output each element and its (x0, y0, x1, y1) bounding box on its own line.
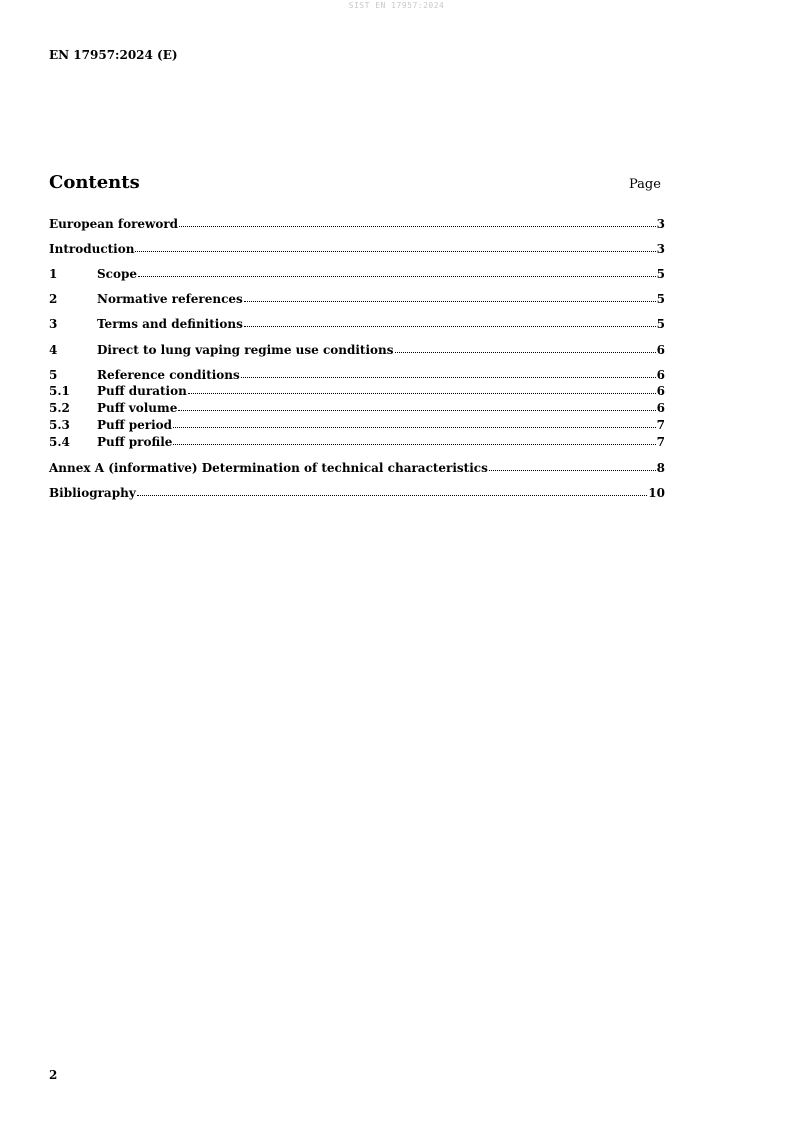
dot-leader (241, 367, 656, 378)
toc-entry-reference-conditions[interactable] (49, 367, 665, 383)
toc-entry-terms-and-definitions[interactable] (49, 316, 665, 332)
toc-entry-use-conditions[interactable] (49, 342, 665, 358)
toc-entry-page: 6 (656, 368, 665, 382)
toc-entry-page: 6 (656, 401, 665, 415)
toc-entry-title: Introduction (49, 242, 135, 256)
toc-entry-puff-volume[interactable] (49, 400, 665, 416)
toc-entry-title: Puff period (97, 418, 173, 432)
toc-entry-title: Bibliography (49, 486, 136, 500)
toc-entry-number: 1 (49, 267, 58, 281)
toc-entry-number: 2 (49, 292, 58, 306)
toc-entry-page: 10 (648, 486, 665, 500)
dot-leader (178, 400, 655, 411)
toc-entry-european-foreword[interactable] (49, 216, 665, 232)
dot-leader (138, 266, 656, 277)
toc-entry-page: 7 (656, 418, 665, 432)
toc-entry-title: Scope (97, 267, 138, 281)
dot-leader (395, 342, 656, 353)
dot-leader (135, 241, 655, 252)
toc-entry-title: Direct to lung vaping regime use conditions (97, 343, 394, 357)
toc-entry-puff-duration[interactable] (49, 383, 665, 399)
watermark: SIST EN 17957:2024 (348, 1, 445, 10)
toc-entry-bibliography[interactable] (49, 485, 665, 501)
toc-entry-page: 5 (656, 267, 665, 281)
toc-entry-number: 5.3 (49, 418, 70, 432)
dot-leader (173, 434, 655, 445)
toc-entry-introduction[interactable] (49, 241, 665, 257)
dot-leader (244, 316, 656, 327)
toc-entry-number: 5.4 (49, 435, 70, 449)
toc-entry-title: Normative references (97, 292, 243, 306)
toc-entry-title: Annex A (informative) Determination of technical characteristics (49, 461, 488, 475)
toc-entry-scope[interactable] (49, 266, 665, 282)
page-column-label: Page (629, 177, 661, 192)
toc-entry-page: 7 (656, 435, 665, 449)
contents-heading: Contents (49, 172, 140, 193)
toc-entry-puff-profile[interactable] (49, 434, 665, 450)
toc-entry-title: Puff profile (97, 435, 173, 449)
toc-entry-number: 4 (49, 343, 58, 357)
toc-entry-page: 3 (656, 217, 665, 231)
toc-entry-title: Terms and definitions (97, 317, 243, 331)
toc-entry-title: European foreword (49, 217, 179, 231)
dot-leader (173, 417, 656, 428)
toc-entry-normative-references[interactable] (49, 291, 665, 307)
toc-entry-page: 6 (656, 343, 665, 357)
document-id: EN 17957:2024 (E) (49, 48, 178, 62)
toc-entry-number: 5 (49, 368, 58, 382)
toc-entry-number: 5.1 (49, 384, 70, 398)
toc-entry-title: Reference conditions (97, 368, 240, 382)
dot-leader (179, 216, 656, 227)
toc-entry-title: Puff duration (97, 384, 187, 398)
toc-entry-number: 5.2 (49, 401, 70, 415)
toc-entry-page: 5 (656, 292, 665, 306)
toc-entry-annex-a[interactable] (49, 460, 665, 476)
dot-leader (188, 383, 656, 394)
toc-entry-puff-period[interactable] (49, 417, 665, 433)
toc-entry-number: 3 (49, 317, 58, 331)
toc-entry-page: 6 (656, 384, 665, 398)
dot-leader (137, 485, 648, 496)
page-number: 2 (49, 1068, 58, 1082)
dot-leader (489, 460, 656, 471)
toc-entry-page: 8 (656, 461, 665, 475)
toc-entry-page: 3 (656, 242, 665, 256)
toc-entry-title: Puff volume (97, 401, 178, 415)
toc-entry-page: 5 (656, 317, 665, 331)
dot-leader (244, 291, 656, 302)
